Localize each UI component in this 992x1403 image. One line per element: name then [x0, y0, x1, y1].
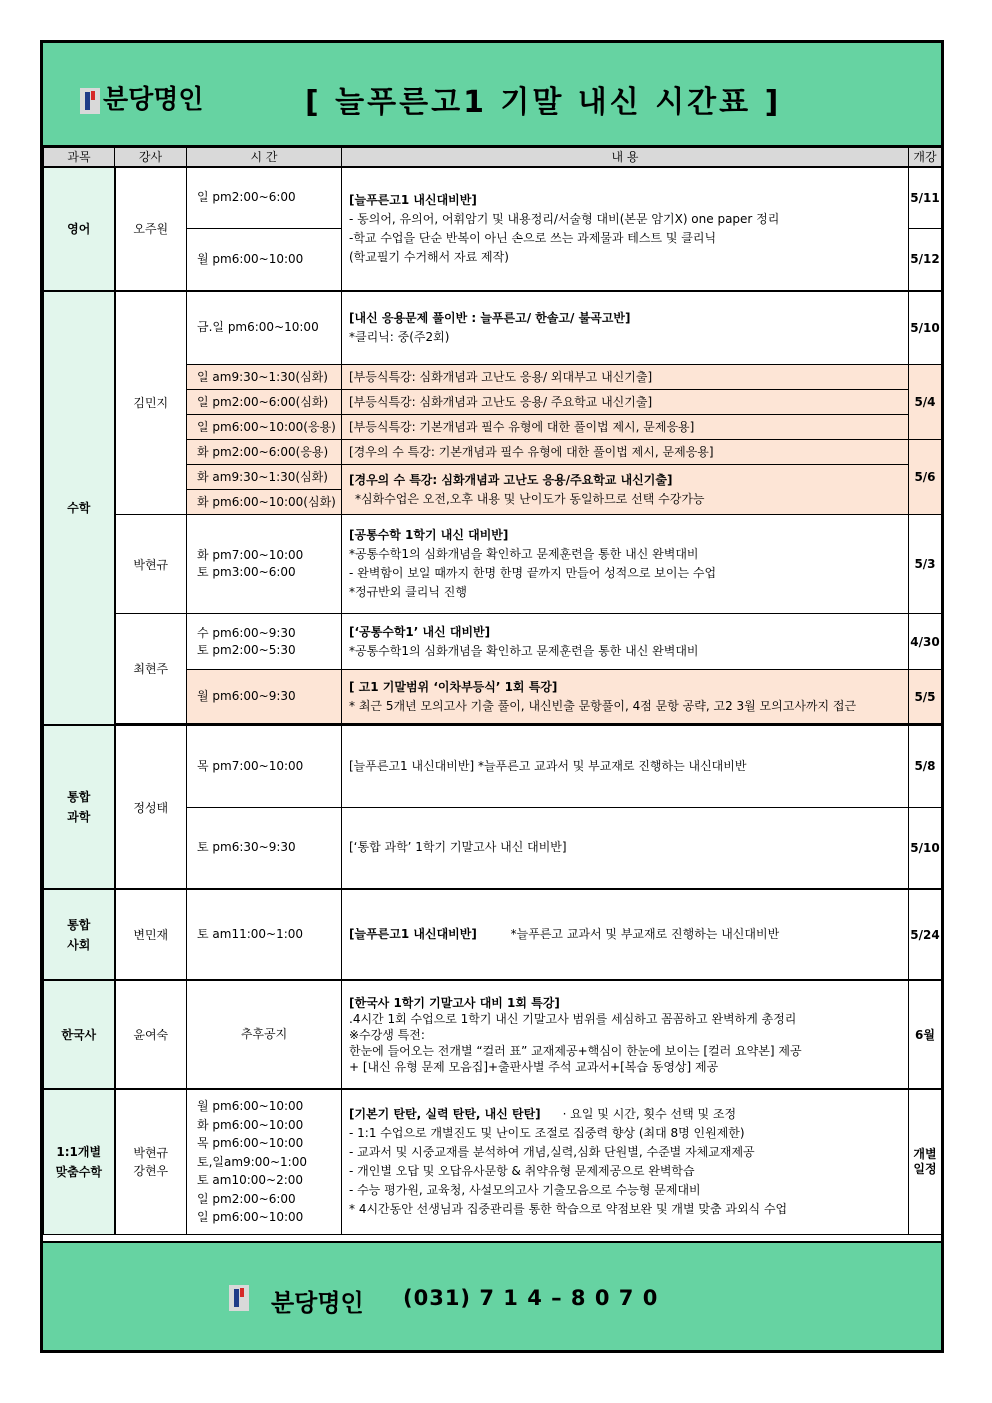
time-cell — [187, 1089, 342, 1234]
content-line: * 최근 5개년 모의고사 기출 풀이, 내신빈출 문항풀이, 4점 문항 공략, 고2 3월 모의고사까지 접근 — [349, 698, 857, 713]
brand-name: 분당명인 — [103, 85, 204, 115]
subject-social: 통합 사회 — [44, 889, 115, 980]
content-cell: [경우의 수 특강: 기본개념과 필수 유형에 대한 풀이법 제시, 문제응용] — [342, 440, 909, 465]
subject-science: 통합 과학 — [44, 725, 115, 889]
content-title: [경우의 수 특강: 심화개념과 고난도 응용/주요학교 내신기출] — [349, 472, 673, 487]
content-cell: [부등식특강: 심화개념과 고난도 응용/ 외대부고 내신기출] — [342, 365, 909, 390]
content-title: [ 고1 기말범위 ‘이차부등식’ 1회 특강] — [349, 679, 558, 694]
content-personal — [342, 1089, 909, 1234]
content-cell: [부등식특강: 기본개념과 필수 유형에 대한 풀이법 제시, 문제응용] — [342, 415, 909, 440]
time-line: 월 pm6:00~10:00 — [197, 1099, 304, 1113]
subject-english: 영어 — [44, 167, 115, 291]
time-cell: 월 pm6:00~9:30 — [187, 670, 342, 724]
teacher-park: 박현규 — [115, 515, 187, 614]
time-cell: 금.일 pm6:00~10:00 — [187, 291, 342, 365]
time-cell: 화 am9:30~1:30(심화) — [187, 465, 342, 490]
time-line: 토,일am9:00~1:00 — [197, 1154, 307, 1169]
time-cell — [187, 614, 342, 670]
content-line: (학교필기 수거해서 자료 제작) — [349, 249, 509, 264]
content-choi-special — [342, 670, 909, 724]
time-line: 목 pm6:00~10:00 — [197, 1136, 304, 1150]
content-history — [342, 980, 909, 1089]
content-cell: [부등식특강: 심화개념과 고난도 응용/ 주요학교 내신기출] — [342, 390, 909, 415]
col-header-time: 시 간 — [187, 148, 342, 167]
open-date: 5/5 — [909, 670, 942, 724]
content-line: + [내신 유형 문제 모음집]+출판사별 주석 교과서+[복습 동영상] 제공 — [349, 1059, 719, 1074]
content-title: [늘푸른고1 내신대비반] — [349, 192, 477, 207]
content-line: - 수능 평가원, 교육청, 사설모의고사 기출모음으로 수능형 문제대비 — [349, 1182, 701, 1197]
teacher-choi: 최현주 — [115, 614, 187, 724]
footer-banner — [43, 1241, 941, 1350]
time-cell: 토 am11:00~1:00 — [187, 889, 342, 980]
content-line: - 동의어, 유의어, 어휘암기 및 내용정리/서술형 대비(본문 암기X) one paper 정리 — [349, 211, 780, 226]
content-choi — [342, 614, 909, 670]
teacher-kim: 김민지 — [115, 291, 187, 515]
content-title: [한국사 1학기 기말고사 대비 1회 특강] — [349, 995, 560, 1010]
logo-icon — [229, 1285, 249, 1311]
time-line: 일 pm2:00~6:00 — [197, 1191, 296, 1206]
content-english — [342, 167, 909, 291]
open-date: 5/3 — [909, 515, 942, 614]
content-title: [늘푸른고1 내신대비반] — [349, 927, 477, 941]
content-line: *심화수업은 오전,오후 내용 및 난이도가 동일하므로 선택 수강가능 — [355, 491, 705, 506]
content-science-1: [늘푸른고1 내신대비반] *늘푸른고 교과서 및 부교재로 진행하는 내신대비반 — [342, 725, 909, 807]
teacher-yoon: 윤여숙 — [115, 980, 187, 1089]
page-title: [ 늘푸른고1 기말 내신 시간표 ] — [305, 85, 782, 120]
schedule-table — [43, 147, 942, 1235]
time-line: 토 pm3:00~6:00 — [197, 565, 296, 579]
content-park — [342, 515, 909, 614]
time-cell: 토 pm6:30~9:30 — [187, 807, 342, 889]
content-line: *클리닉: 중(주2회) — [349, 329, 450, 344]
content-line: *공통수학1의 심화개념을 확인하고 문제훈련을 통한 내신 완벽대비 — [349, 547, 699, 561]
time-line: 수 pm6:00~9:30 — [197, 625, 296, 640]
time-line: 일 pm6:00~10:00 — [197, 1210, 304, 1224]
time-cell: 추후공지 — [187, 980, 342, 1089]
teacher-byeon: 변민재 — [115, 889, 187, 980]
content-line: *정규반외 클리닉 진행 — [349, 585, 467, 599]
time-line: 토 pm2:00~5:30 — [197, 642, 296, 657]
logo-icon — [80, 88, 100, 114]
subject-math: 수학 — [44, 291, 115, 726]
content-kim-main — [342, 291, 909, 365]
col-header-open: 개강 — [909, 148, 942, 167]
content-line: - 개인별 오답 및 오답유사문항 & 취약유형 문제제공으로 완벽학습 — [349, 1163, 695, 1178]
content-line: - 완벽함이 보일 때까지 한명 한명 끝까지 만들어 성적으로 보이는 수업 — [349, 566, 717, 580]
time-cell: 일 pm2:00~6:00 — [187, 167, 342, 229]
content-line: 한눈에 들어오는 전개별 “컬러 표” 교재제공+핵심이 한눈에 보이는 [컬러 요약본] 제공 — [349, 1043, 802, 1058]
open-date: 5/12 — [909, 229, 942, 291]
time-line: 토 am10:00~2:00 — [197, 1173, 304, 1187]
time-line: 화 pm6:00~10:00 — [197, 1117, 304, 1132]
col-header-subject: 과목 — [44, 148, 115, 167]
phone-number: (031) 7 1 4 – 8 0 7 0 — [403, 1286, 659, 1310]
time-cell — [187, 515, 342, 614]
timetable-frame — [40, 40, 944, 1353]
footer-brand: 분당명인 — [271, 1289, 364, 1317]
header-banner — [43, 43, 941, 147]
content-line: * 4시간동안 선생님과 집중관리를 통한 학습으로 약점보완 및 개별 맞춤 과외식 수업 — [349, 1201, 788, 1216]
col-header-teacher: 강사 — [115, 148, 187, 167]
teacher-oh: 오주원 — [115, 167, 187, 291]
content-cell — [342, 465, 909, 515]
time-line: 화 pm7:00~10:00 — [197, 548, 304, 562]
open-date: 5/11 — [909, 167, 942, 229]
open-date: 개별 일정 — [909, 1089, 942, 1234]
teacher-jeong: 정성태 — [115, 725, 187, 889]
time-cell: 화 pm6:00~10:00(심화) — [187, 490, 342, 515]
open-date: 5/24 — [909, 889, 942, 980]
open-date: 4/30 — [909, 614, 942, 670]
subject-personal-math: 1:1개별 맞춤수학 — [44, 1089, 115, 1234]
time-cell: 일 pm2:00~6:00(심화) — [187, 390, 342, 415]
open-date: 5/8 — [909, 725, 942, 807]
time-cell: 목 pm7:00~10:00 — [187, 725, 342, 807]
open-date: 5/10 — [909, 807, 942, 889]
content-title: [내신 응용문제 풀이반 : 늘푸른고/ 한솔고/ 불곡고반] — [349, 310, 631, 325]
subject-history: 한국사 — [44, 980, 115, 1089]
time-cell: 화 pm2:00~6:00(응용) — [187, 440, 342, 465]
time-cell: 일 am9:30~1:30(심화) — [187, 365, 342, 390]
open-date: 5/10 — [909, 291, 942, 365]
open-date: 6월 — [909, 980, 942, 1089]
open-date: 5/4 — [909, 365, 942, 440]
content-line: *공통수학1의 심화개념을 확인하고 문제훈련을 통한 내신 완벽대비 — [349, 643, 699, 658]
time-cell: 일 pm6:00~10:00(응용) — [187, 415, 342, 440]
content-line: .4시간 1회 수업으로 1학기 내신 기말고사 범위를 세심하고 꼼꼼하고 완벽하게 총정리 — [349, 1011, 797, 1026]
content-title: [‘공통수학1’ 내신 대비반] — [349, 624, 491, 639]
open-date: 5/6 — [909, 440, 942, 515]
content-title: [기본기 탄탄, 실력 탄탄, 내신 탄탄] — [349, 1106, 541, 1121]
content-social — [342, 889, 909, 980]
content-line: - 1:1 수업으로 개별진도 및 난이도 조절로 집중력 향상 (최대 8명 인원제한) — [349, 1125, 745, 1140]
content-science-2: [‘통합 과학’ 1학기 기말고사 내신 대비반] — [342, 807, 909, 889]
content-line: -학교 수업을 단순 반복이 아닌 손으로 쓰는 과제물과 테스트 및 클리닉 — [349, 230, 717, 245]
time-cell: 월 pm6:00~10:00 — [187, 229, 342, 291]
teacher-park-kang: 박현규 강현우 — [115, 1089, 187, 1234]
content-line: *늘푸른고 교과서 및 부교재로 진행하는 내신대비반 — [510, 927, 780, 941]
content-line: - 교과서 및 시중교재를 분석하여 개념,실력,심화 단원별, 수준별 자체교재제공 — [349, 1144, 755, 1159]
content-title: [공통수학 1학기 내신 대비반] — [349, 528, 509, 542]
content-line: ※수강생 특전: — [349, 1027, 425, 1042]
col-header-content: 내 용 — [342, 148, 909, 167]
content-line: · 요일 및 시간, 횟수 선택 및 조정 — [562, 1106, 737, 1121]
